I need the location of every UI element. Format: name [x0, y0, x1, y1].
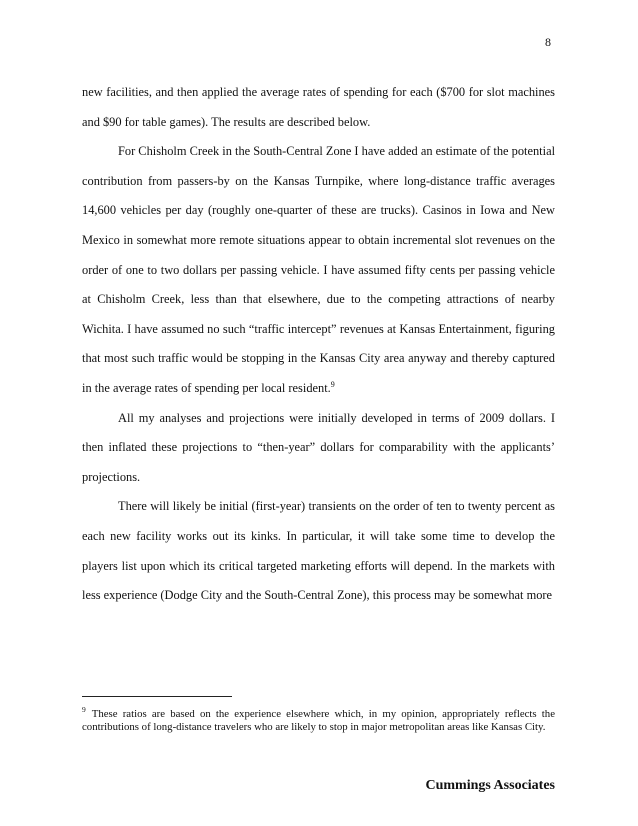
footnote-number: 9: [82, 705, 86, 715]
paragraph-2-text: For Chisholm Creek in the South-Central Zone I have added an estimate of the potential contribution from passers-by on the Kansas Turnpike, where long-distance traffic averages 14,600 vehicles per day (roughly one-quarter of these are trucks). Casinos in Iowa and New Mexico in somewhat more remote situations appear to obtain incremental slot revenues on the order of one to two dollars per passing vehicle. I have assumed fifty cents per passing vehicle at Chisholm Creek, less than that elsewhere, due to the competing attractions of nearby Wichita. I have assumed no such “traffic intercept” revenues at Kansas Entertainment, figuring that most such traffic would be stopping in the Kansas City area anyway and thereby captured in the average rates of spending per local resident.: [82, 144, 556, 395]
footnote-divider: [82, 696, 232, 697]
body-text: [82, 78, 555, 611]
footnote-reference: 9: [330, 379, 335, 389]
footnote: [82, 705, 555, 735]
paragraph-4: There will likely be initial (first-year) transients on the order of ten to twenty percent as each new facility works out its kinks. In particular, it will take some time to develop the players list upon which its critical targeted marketing efforts will depend. In the markets with less experience (Dodge City and the South-Central Zone), this process may be somewhat more: [82, 499, 555, 603]
footnote-text: These ratios are based on the experience elsewhere which, in my opinion, appropriately reflects the contributions of long-distance travelers who are likely to stop in major metropolitan areas like Kansas City.: [82, 708, 555, 734]
paragraph-3: All my analyses and projections were initially developed in terms of 2009 dollars. I then inflated these projections to “then-year” dollars for comparability with the applicants’ projections.: [82, 410, 555, 484]
paragraph-1: new facilities, and then applied the average rates of spending for each ($700 for slot machines and $90 for table games). The results are described below.: [82, 85, 555, 129]
footer-firm-name: Cummings Associates: [425, 778, 555, 793]
paragraph-2: [82, 137, 555, 403]
page-number: 8: [545, 35, 551, 49]
